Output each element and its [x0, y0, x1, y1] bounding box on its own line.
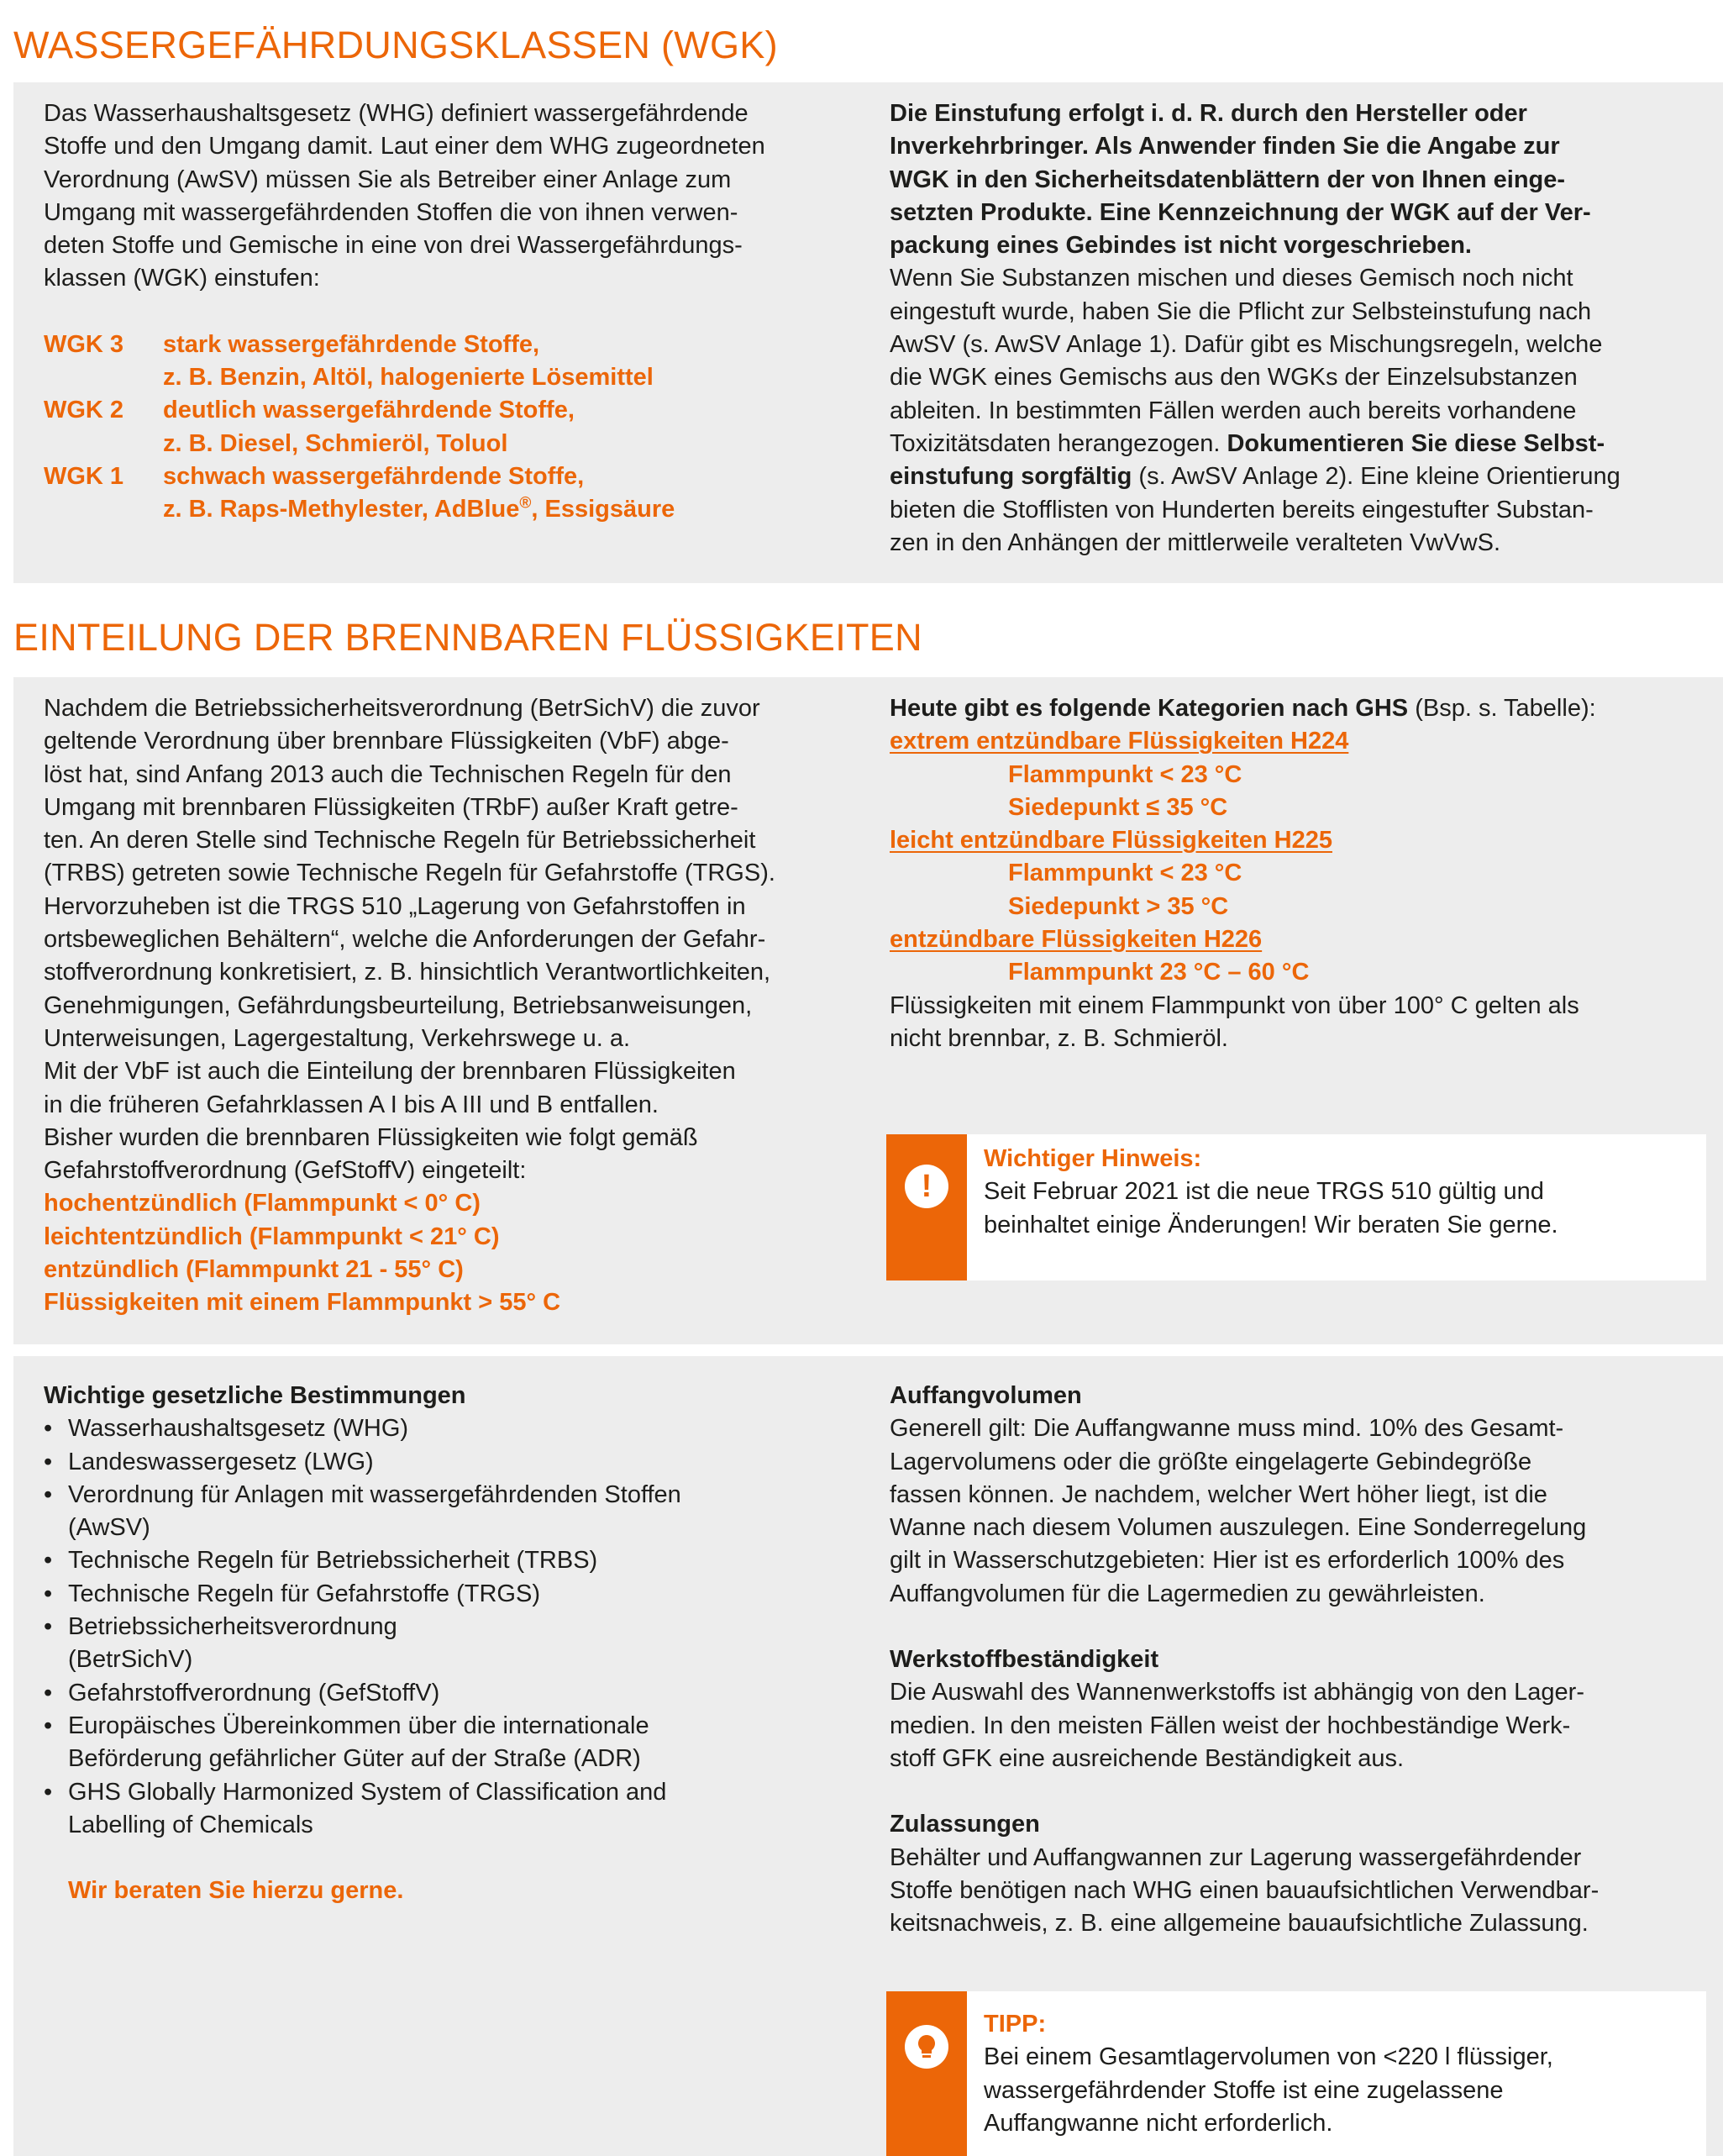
list-item: • Technische Regeln für Gefahrstoffe (TRGS)	[44, 1578, 884, 1611]
tip-title: TIPP:	[984, 2011, 1047, 2038]
wgk-class-3: WGK 3 stark wassergefährdende Stoffe,	[44, 330, 540, 358]
exclamation-icon: !	[905, 1165, 948, 1208]
wgk-panel	[13, 82, 1723, 583]
section-zulassungen: Zulassungen Behälter und Auffangwannen zur Lagerung wassergefährdender Stoffe benötigen nach WHG einen bauaufsichtlichen Verwendbar- keitsnachweis, z. B. eine allgemeine bauaufsichtliche Zulassung.	[890, 1811, 1600, 1938]
important-hint-box	[886, 1134, 1706, 1280]
ghs-category-title: extrem entzündbare Flüssigkeiten H224	[890, 728, 1349, 755]
wgk-class-2: WGK 2 deutlich wassergefährdende Stoffe,	[44, 397, 575, 424]
flammable-right-column	[890, 692, 1721, 1055]
wgk-right-column	[890, 97, 1721, 560]
list-item: • Gefahrstoffverordnung (GefStoffV)	[44, 1677, 884, 1710]
flammable-left-column	[44, 692, 884, 1320]
list-item: • Wasserhaushaltsgesetz (WHG)	[44, 1412, 884, 1445]
tip-content: TIPP: Bei einem Gesamtlagervolumen von <220 l flüssiger, wassergefährdender Stoffe ist eine zugelassene Auffangwanne nicht erforderlich.	[967, 1991, 1553, 2156]
flammable-heading: EINTEILUNG DER BRENNBAREN FLÜSSIGKEITEN	[13, 616, 922, 659]
wgk-self-classification: Wenn Sie Substanzen mischen und dieses Gemisch noch nicht eingestuft wurde, haben Sie die Pflicht zur Selbsteinstufung nach AwSV (s. AwSV Anlage 1). Dafür gibt es Mischungsregeln, welche die WGK eines Gemischs aus den WGKs der Einzelsubstanzen ableiten. In bestimmten Fällen werden auch bereits vorhandene Toxizitätsdaten herangezogen. Dokumentieren Sie diese Selbst- einstufung sorgfältig (s. AwSV Anlage 2). Eine kleine Orientierung bieten die Stofflisten von Hunderten bereits eingestufter Substan- zen in den Anhängen der mittlerweile veralteten VwVwS.	[890, 265, 1621, 556]
requirements-column	[890, 1380, 1721, 1940]
old-class-item: leichtentzündlich (Flammpunkt < 21° C)	[44, 1223, 500, 1250]
old-class-item: hochentzündlich (Flammpunkt < 0° C)	[44, 1190, 481, 1217]
list-item: • Betriebssicherheitsverordnung (BetrSichV)	[44, 1611, 884, 1677]
ghs-category-title: entzündbare Flüssigkeiten H226	[890, 926, 1263, 954]
hint-title: Wichtiger Hinweis:	[984, 1145, 1202, 1172]
wgk-left-column	[44, 97, 884, 527]
wgk-class-1-example: z. B. Raps-Methylester, AdBlue®, Essigsäure	[163, 494, 675, 523]
old-class-item: entzündlich (Flammpunkt 21 - 55° C)	[44, 1256, 464, 1284]
ghs-category-h226: entzündbare Flüssigkeiten H226 Flammpunkt 23 °C – 60 °C	[890, 926, 1310, 986]
non-flammable-note: Flüssigkeiten mit einem Flammpunkt von über 100° C gelten als nicht brennbar, z. B. Schmieröl.	[890, 991, 1579, 1052]
section-auffangvolumen: Auffangvolumen Generell gilt: Die Auffangwanne muss mind. 10% des Gesamt- Lagervolumens oder die größte eingelagerte Gebindegröße fassen können. Je nachdem, welcher Wert höher liegt, ist die Wanne nach diesem Volumen auszulegen. Eine Sonderregelung gilt in Wasserschutzgebieten: Hier ist es erforderlich 100% des Auffangvolumen für die Lagermedien zu gewährleisten.	[890, 1382, 1587, 1607]
wgk-heading: WASSERGEFÄHRDUNGSKLASSEN (WGK)	[13, 24, 778, 66]
ghs-category-h224: extrem entzündbare Flüssigkeiten H224 Flammpunkt < 23 °C Siedepunkt ≤ 35 °C	[890, 728, 1349, 821]
list-item: • Europäisches Übereinkommen über die internationale Beförderung gefährlicher Güter auf der Straße (ADR)	[44, 1710, 884, 1776]
flammable-intro: Nachdem die Betriebssicherheitsverordnung (BetrSichV) die zuvor geltende Verordnung über brennbare Flüssigkeiten (VbF) abge- löst hat, sind Anfang 2013 auch die Technischen Regeln für den Umgang mit brennbaren Flüssigkeiten (TRbF) außer Kraft getre- ten. An deren Stelle sind Technische Regeln für Betriebssicherheit (TRBS) getreten sowie Technische Regeln für Gefahrstoffe (TRGS). Hervorzuheben ist die TRGS 510 „Lagerung von Gefahrstoffen in ortsbeweglichen Behältern“, welche die Anforderungen der Gefahr- stoffverordnung konkretisiert, z. B. hinsichtlich Verantwortlichkeiten, Genehmigungen, Gefährdungsbeurteilung, Betriebsanweisungen, Unterweisungen, Lagergestaltung, Verkehrswege u. a. Mit der VbF ist auch die Einteilung der brennbaren Flüssigkeiten in die früheren Gefahrklassen A I bis A III und B entfallen. Bisher wurden die brennbaren Flüssigkeiten wie folgt gemäß Gefahrstoffverordnung (GefStoffV) eingeteilt:	[44, 695, 775, 1185]
ghs-category-title: leicht entzündbare Flüssigkeiten H225	[890, 827, 1332, 855]
hint-icon-bar	[886, 1134, 967, 1280]
tip-icon-bar	[886, 1991, 967, 2156]
regulations-list	[44, 1412, 884, 1842]
wgk-class-1: WGK 1 schwach wassergefährdende Stoffe,	[44, 462, 585, 490]
old-class-item: Flüssigkeiten mit einem Flammpunkt > 55° C	[44, 1289, 561, 1317]
wgk-intro: Das Wasserhaushaltsgesetz (WHG) definiert wassergefährdende Stoffe und den Umgang damit. Laut einer dem WHG zugeordneten Verordnung (AwSV) müssen Sie als Betreiber einer Anlage zum Umgang mit wassergefährdenden Stoffen die von ihnen verwen- deten Stoffe und Gemische in eine von drei Wassergefährdungs- klassen (WGK) einstufen:	[44, 100, 765, 292]
list-item: • Technische Regeln für Betriebssicherheit (TRBS)	[44, 1544, 884, 1577]
flammable-panel	[13, 677, 1723, 1344]
wgk-class-2-example: z. B. Diesel, Schmieröl, Toluol	[163, 429, 508, 457]
old-hazard-classes	[44, 1187, 884, 1319]
hint-content: Wichtiger Hinweis: Seit Februar 2021 ist die neue TRGS 510 gültig und beinhaltet einige Änderungen! Wir beraten Sie gerne.	[967, 1134, 1558, 1280]
wgk-classification-note: Die Einstufung erfolgt i. d. R. durch den Hersteller oder Inverkehrbringer. Als Anwender finden Sie die Angabe zur WGK in den Sicherheitsdatenblättern der von Ihnen einge- setzten Produkte. Eine Kennzeichnung der WGK auf der Ver- packung eines Gebindes ist nicht vorgeschrieben.	[890, 100, 1591, 260]
ghs-category-h225: leicht entzündbare Flüssigkeiten H225 Flammpunkt < 23 °C Siedepunkt > 35 °C	[890, 827, 1332, 920]
list-item: • Landeswassergesetz (LWG)	[44, 1446, 884, 1479]
lightbulb-icon	[905, 2025, 948, 2069]
list-item: • Verordnung für Anlagen mit wassergefährdenden Stoffen (AwSV)	[44, 1479, 884, 1545]
tip-box	[886, 1991, 1706, 2156]
regulations-title: Wichtige gesetzliche Bestimmungen	[44, 1382, 466, 1409]
wgk-class-list	[44, 329, 884, 527]
list-item: • GHS Globally Harmonized System of Classification and Labelling of Chemicals	[44, 1776, 884, 1843]
consulting-cta: Wir beraten Sie hierzu gerne.	[68, 1877, 404, 1905]
wgk-class-3-example: z. B. Benzin, Altöl, halogenierte Lösemittel	[163, 364, 654, 392]
regulations-column	[44, 1380, 884, 1907]
section-werkstoffbestaendigkeit: Werkstoffbeständigkeit Die Auswahl des Wannenwerkstoffs ist abhängig von den Lager- medien. In den meisten Fällen weist der hochbeständige Werk- stoff GFK eine ausreichende Beständigkeit aus.	[890, 1646, 1584, 1772]
regulations-panel	[13, 1356, 1723, 2156]
ghs-intro: Heute gibt es folgende Kategorien nach GHS (Bsp. s. Tabelle):	[890, 695, 1596, 722]
